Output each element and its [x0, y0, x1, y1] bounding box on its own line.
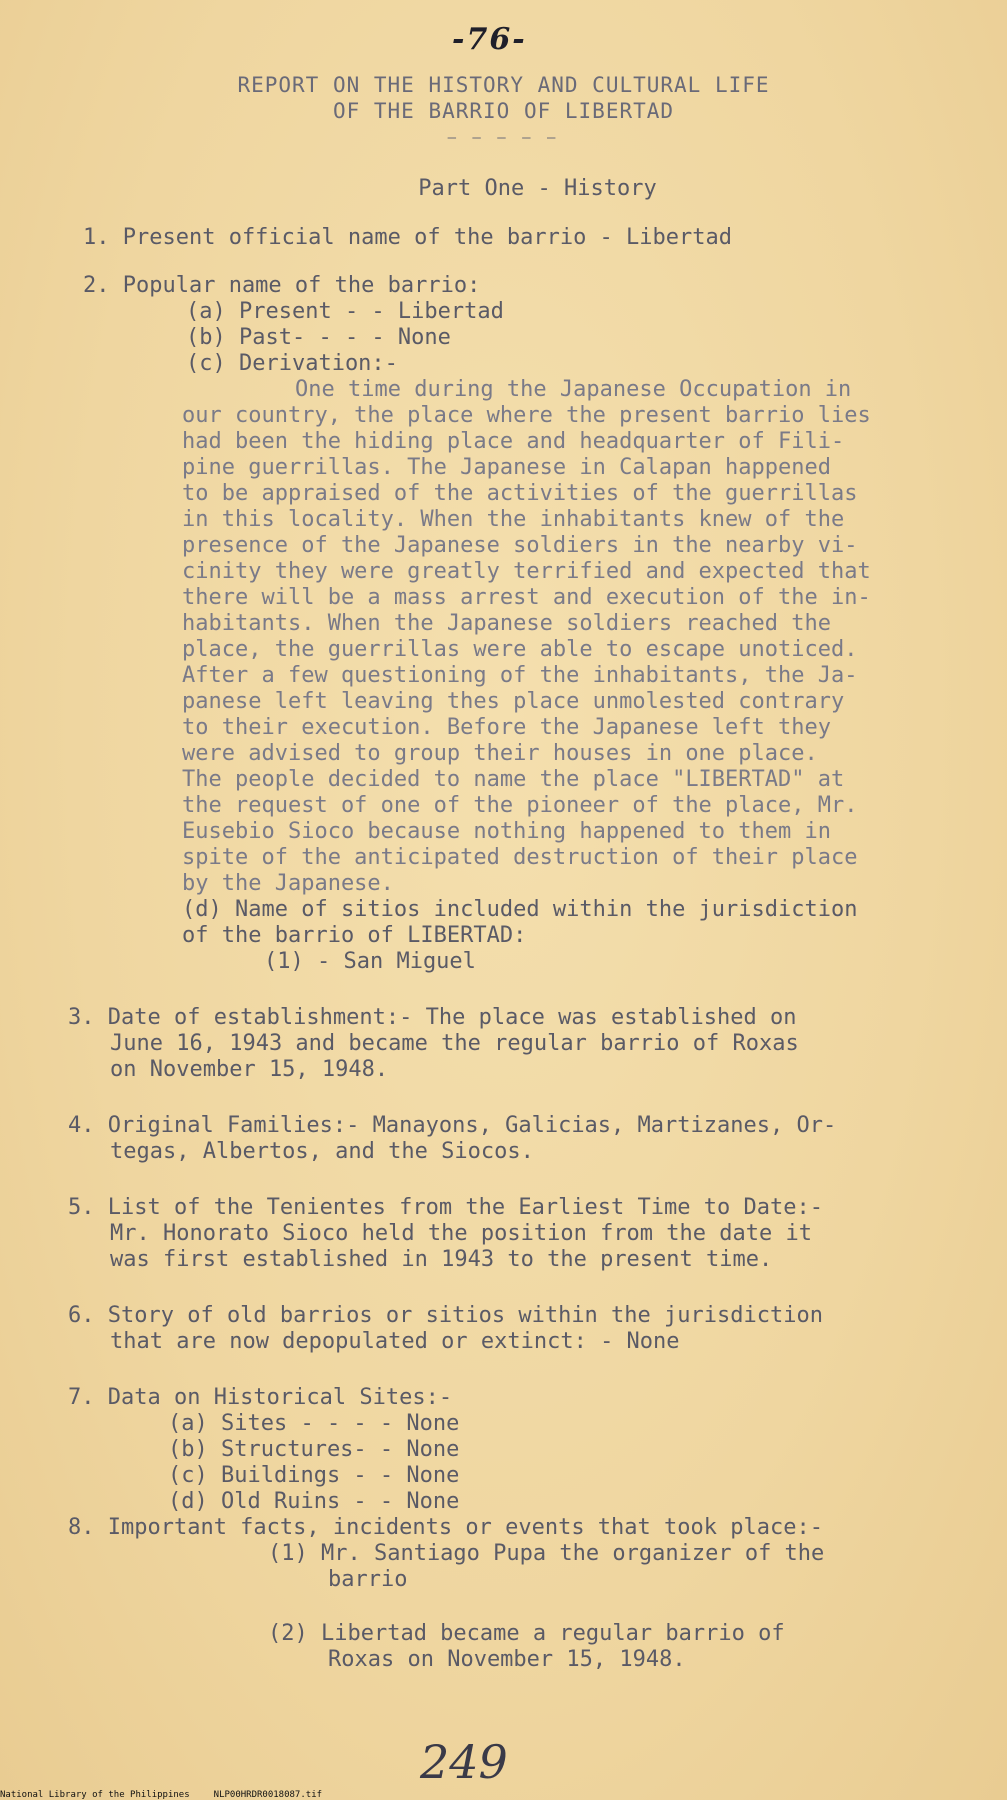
derivation-line: were advised to group their houses in one place. [182, 741, 818, 766]
footer-file-id: NLP00HRDR0018087.tif [213, 1790, 323, 1800]
item-5-line-3: was first established in 1943 to the present time. [110, 1247, 773, 1272]
derivation-line: cinity they were greatly terrified and expected that [182, 559, 871, 584]
derivation-line: pine guerrillas. The Japanese in Calapan happened [182, 455, 832, 480]
item-7-historical-sites: 7. Data on Historical Sites:- [68, 1385, 453, 1410]
derivation-line: our country, the place where the present barrio lies [182, 403, 871, 428]
item-2d-sitios: (d) Name of sitios included within the jurisdiction [182, 897, 858, 922]
item-7a-sites: (a) Sites - - - - None [168, 1411, 460, 1436]
derivation-line: by the Japanese. [182, 871, 394, 896]
derivation-line: to their execution. Before the Japanese left they [182, 715, 832, 740]
derivation-line: in this locality. When the inhabitants knew of the [182, 507, 845, 532]
item-2-heading: 2. Popular name of the barrio: [83, 273, 481, 298]
item-1-official-name: 1. Present official name of the barrio - Libertad [83, 225, 733, 250]
derivation-line: had been the hiding place and headquarter of Fili- [182, 429, 845, 454]
derivation-line: The people decided to name the place "LIBERTAD" at [182, 767, 845, 792]
item-6-old-barrios: 6. Story of old barrios or sitios within the jurisdiction [68, 1303, 823, 1328]
sitio-san-miguel: (1) - San Miguel [264, 949, 476, 974]
item-2a-present: (a) Present - - Libertad [186, 299, 504, 324]
item-7d-old-ruins: (d) Old Ruins - - None [168, 1489, 460, 1514]
derivation-line: panese left leaving thes place unmolested contrary [182, 689, 845, 714]
item-4-line-2: tegas, Albertos, and the Siocos. [110, 1139, 534, 1164]
derivation-line: to be appraised of the activities of the guerrillas [182, 481, 858, 506]
derivation-line: there will be a mass arrest and execution of the in- [182, 585, 871, 610]
item-3-establishment: 3. Date of establishment:- The place was established on [68, 1005, 797, 1030]
item-2b-past: (b) Past- - - - None [186, 325, 451, 350]
item-5-tenientes: 5. List of the Tenientes from the Earliest Time to Date:- [68, 1195, 823, 1220]
page-number: -76- [452, 22, 527, 57]
item-7b-structures: (b) Structures- - None [168, 1437, 460, 1462]
derivation-line: place, the guerrillas were able to escape unoticed. [182, 637, 858, 662]
item-7c-buildings: (c) Buildings - - None [168, 1463, 460, 1488]
derivation-line: the request of one of the pioneer of the place, Mr. [182, 793, 858, 818]
item-2c-derivation: (c) Derivation:- [186, 351, 398, 376]
fact-2-line-1: (2) Libertad became a regular barrio of [268, 1621, 785, 1646]
handwritten-archive-number: 249 [420, 1735, 508, 1789]
derivation-line: presence of the Japanese soldiers in the nearby vi- [182, 533, 858, 558]
report-title-line-1: REPORT ON THE HISTORY AND CULTURAL LIFE [237, 73, 770, 97]
derivation-line: Eusebio Sioco because nothing happened to them in [182, 819, 832, 844]
footer-library: National Library of the Philippines [0, 1790, 190, 1800]
item-3-line-2: June 16, 1943 and became the regular barrio of Roxas [110, 1031, 799, 1056]
item-4-families: 4. Original Families:- Manayons, Galicias, Martizanes, Or- [68, 1113, 837, 1138]
fact-1-line-2: barrio [328, 1567, 408, 1592]
item-5-line-2: Mr. Honorato Sioco held the position from the date it [110, 1221, 812, 1246]
fact-1-line-1: (1) Mr. Santiago Pupa the organizer of the [268, 1541, 825, 1566]
item-3-line-3: on November 15, 1948. [110, 1057, 389, 1082]
report-title-line-2: OF THE BARRIO OF LIBERTAD [332, 99, 675, 123]
title-underline: — — — — — [447, 130, 560, 146]
item-8-important-facts: 8. Important facts, incidents or events that took place:- [68, 1515, 823, 1540]
item-6-line-2: that are now depopulated or extinct: - None [110, 1329, 680, 1354]
section-heading: Part One - History [418, 176, 657, 201]
derivation-line: After a few questioning of the inhabitants, the Ja- [182, 663, 858, 688]
item-2d-sitios-cont: of the barrio of LIBERTAD: [182, 923, 527, 948]
scan-footer [0, 1790, 346, 1800]
derivation-line: habitants. When the Japanese soldiers reached the [182, 611, 832, 636]
derivation-line: spite of the anticipated destruction of their place [182, 845, 858, 870]
derivation-line: One time during the Japanese Occupation in [295, 377, 852, 402]
fact-2-line-2: Roxas on November 15, 1948. [328, 1647, 686, 1672]
